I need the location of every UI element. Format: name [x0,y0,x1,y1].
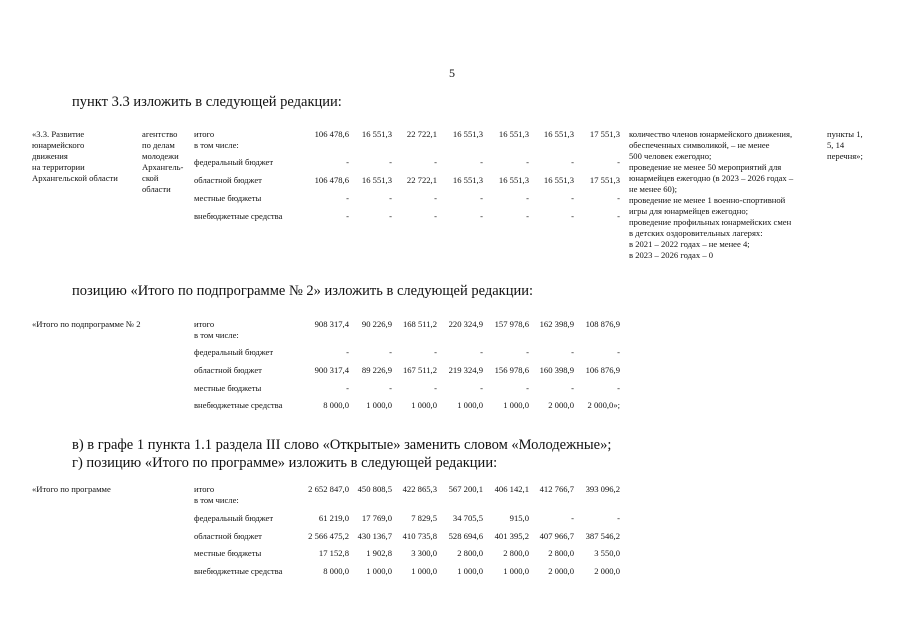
table1-source-label: местные бюджеты [194,193,262,203]
table3-value-cell: 401 395,2 [494,531,529,541]
table2-value-cell: 89 226,9 [361,365,392,375]
table2-value-cell: - [526,383,529,393]
table2-value-cell: - [389,383,392,393]
table1-value-cell: 16 551,3 [498,175,529,185]
table3-value-cell: 1 000,0 [411,566,437,576]
table2-value-cell: - [526,347,529,357]
table1-value-cell: 22 722,1 [406,129,437,139]
table2-value-cell: - [434,347,437,357]
table2-value-cell: 219 324,9 [448,365,483,375]
table1-value-cell: 16 551,3 [543,175,574,185]
table3-value-cell: 915,0 [509,513,529,523]
table2-value-cell: 900 317,4 [314,365,349,375]
table2-source-label: областной бюджет [194,365,262,375]
table1-value-cell: 106 478,6 [314,129,349,139]
table1-value-cell: - [346,157,349,167]
table1-executor: агентство по делам молодежи Архангель- ской области [142,129,184,194]
table3-value-cell: 3 550,0 [594,548,620,558]
table2-value-cell: 162 398,9 [539,319,574,329]
table3-value-cell: 407 966,7 [539,531,574,541]
table3-value-cell: 1 000,0 [503,566,529,576]
table3-value-cell: 2 800,0 [548,548,574,558]
table2-value-cell: - [434,383,437,393]
table1-value-cell: 16 551,3 [452,129,483,139]
table3-value-cell: 8 000,0 [323,566,349,576]
instruction-subprogram-total: позицию «Итого по подпрограмме № 2» изложить в следующей редакции: [72,283,534,299]
table3-value-cell: 393 096,2 [585,484,620,494]
table1-source-label: областной бюджет [194,175,262,185]
table1-source-label: итого в том числе: [194,129,239,150]
table2-value-cell: - [480,383,483,393]
table3-value-cell: 528 694,6 [448,531,483,541]
table1-value-cell: - [480,193,483,203]
table1-value-cell: - [571,211,574,221]
table1-value-cell: 17 551,3 [589,129,620,139]
table3-value-cell: 34 705,5 [452,513,483,523]
table1-value-cell: - [434,193,437,203]
table1-value-cell: 16 551,3 [498,129,529,139]
table2-value-cell: 160 398,9 [539,365,574,375]
table2-value-cell: 220 324,9 [448,319,483,329]
table2-value-cell: 1 000,0 [457,400,483,410]
table1-name: «3.3. Развитие юнармейского движения на территории Архангельской области [32,129,118,183]
table3-value-cell: 2 566 475,2 [308,531,349,541]
table3-value-cell: 2 800,0 [503,548,529,558]
table2-value-cell: - [617,383,620,393]
table1-value-cell: - [617,193,620,203]
table1-value-cell: 16 551,3 [361,175,392,185]
table1-value-cell: 16 551,3 [361,129,392,139]
table3-value-cell: 1 000,0 [366,566,392,576]
table3-value-cell: 422 865,3 [402,484,437,494]
table1-value-cell: - [434,157,437,167]
table1-source-label: федеральный бюджет [194,157,274,167]
table2-value-cell: 1 000,0 [366,400,392,410]
table3-value-cell: 2 000,0 [594,566,620,576]
table2-value-cell: 8 000,0 [323,400,349,410]
table3-value-cell: 410 735,8 [402,531,437,541]
table3-value-cell: 406 142,1 [494,484,529,494]
table1-value-cell: - [389,157,392,167]
table2-name: «Итого по подпрограмме № 2 [32,319,141,329]
table3-value-cell: 1 000,0 [457,566,483,576]
table3-source-label: итого в том числе: [194,484,239,505]
table1-source-label: внебюджетные средства [194,211,283,221]
table3-value-cell: 430 136,7 [357,531,392,541]
table2-value-cell: 167 511,2 [402,365,437,375]
table2-value-cell: 1 000,0 [411,400,437,410]
table2-value-cell: - [480,347,483,357]
table3-value-cell: 567 200,1 [448,484,483,494]
table2-value-cell: - [346,347,349,357]
table1-value-cell: - [526,193,529,203]
table3-value-cell: 17 769,0 [361,513,392,523]
table2-value-cell: 168 511,2 [402,319,437,329]
table2-source-label: федеральный бюджет [194,347,274,357]
table2-source-label: итого в том числе: [194,319,239,340]
table1-value-cell: - [389,193,392,203]
table1-value-cell: - [571,193,574,203]
table1-value-cell: - [434,211,437,221]
table3-value-cell: - [571,513,574,523]
table2-value-cell: 2 000,0»; [587,400,620,410]
page-number: 5 [449,66,455,80]
table3-value-cell: 2 652 847,0 [308,484,349,494]
table3-value-cell: 61 219,0 [318,513,349,523]
table2-value-cell: 90 226,9 [361,319,392,329]
table1-value-cell: 106 478,6 [314,175,349,185]
table2-source-label: внебюджетные средства [194,400,283,410]
table2-source-label: местные бюджеты [194,383,262,393]
table1-value-cell: - [480,157,483,167]
table2-value-cell: - [571,347,574,357]
table3-value-cell: 17 152,8 [318,548,349,558]
instruction-replace-word: в) в графе 1 пункта 1.1 раздела III слово «Открытые» заменить словом «Молодежные»; [72,437,612,453]
table3-value-cell: 450 808,5 [357,484,392,494]
table1-value-cell: 16 551,3 [452,175,483,185]
table1-value-cell: - [571,157,574,167]
table1-value-cell: - [480,211,483,221]
table1-result: количество членов юнармейского движения, обеспеченных символикой, – не менее 500 человек ежегодно; проведение не менее 50 мероприятий для юнармейцев ежегодно (в 2023 – 2026 годах – не менее 60); проведение не менее 1 военно-спортивной игры для юнармейцев ежегодно; проведение профильных юнармейских смен в детских оздоровительных лагерях: в 2021 – 2022 годах – не менее 4; в 2023 – 2026 годах – 0 [629,129,794,260]
table1-value-cell: - [346,193,349,203]
table1-value-cell: - [346,211,349,221]
table1-value-cell: - [526,211,529,221]
table3-value-cell: 2 800,0 [457,548,483,558]
table1-reference: пункты 1, 5, 14 перечня»; [827,129,863,161]
instruction-item-3-3: пункт 3.3 изложить в следующей редакции: [72,94,342,110]
table1-value-cell: 22 722,1 [406,175,437,185]
table2-value-cell: 106 876,9 [585,365,620,375]
table2-value-cell: - [389,347,392,357]
table1-value-cell: - [617,211,620,221]
table2-value-cell: 156 978,6 [494,365,529,375]
table1-value-cell: - [389,211,392,221]
table2-value-cell: 108 876,9 [585,319,620,329]
table2-value-cell: - [346,383,349,393]
table2-value-cell: 157 978,6 [494,319,529,329]
table3-value-cell: 1 902,8 [366,548,392,558]
table3-source-label: внебюджетные средства [194,566,283,576]
table3-value-cell: - [617,513,620,523]
table3-source-label: федеральный бюджет [194,513,274,523]
table1-value-cell: - [617,157,620,167]
table3-source-label: местные бюджеты [194,548,262,558]
table2-value-cell: 908 317,4 [314,319,349,329]
instruction-program-total: г) позицию «Итого по программе» изложить в следующей редакции: [72,455,498,471]
table1-value-cell: - [526,157,529,167]
table2-value-cell: - [571,383,574,393]
table1-value-cell: 17 551,3 [589,175,620,185]
table3-value-cell: 7 829,5 [411,513,437,523]
table3-value-cell: 3 300,0 [411,548,437,558]
table2-value-cell: 1 000,0 [503,400,529,410]
table2-value-cell: 2 000,0 [548,400,574,410]
table3-value-cell: 2 000,0 [548,566,574,576]
table3-value-cell: 412 766,7 [539,484,574,494]
table3-source-label: областной бюджет [194,531,262,541]
table1-value-cell: 16 551,3 [543,129,574,139]
table2-value-cell: - [617,347,620,357]
table3-name: «Итого по программе [32,484,111,494]
table3-value-cell: 387 546,2 [585,531,620,541]
